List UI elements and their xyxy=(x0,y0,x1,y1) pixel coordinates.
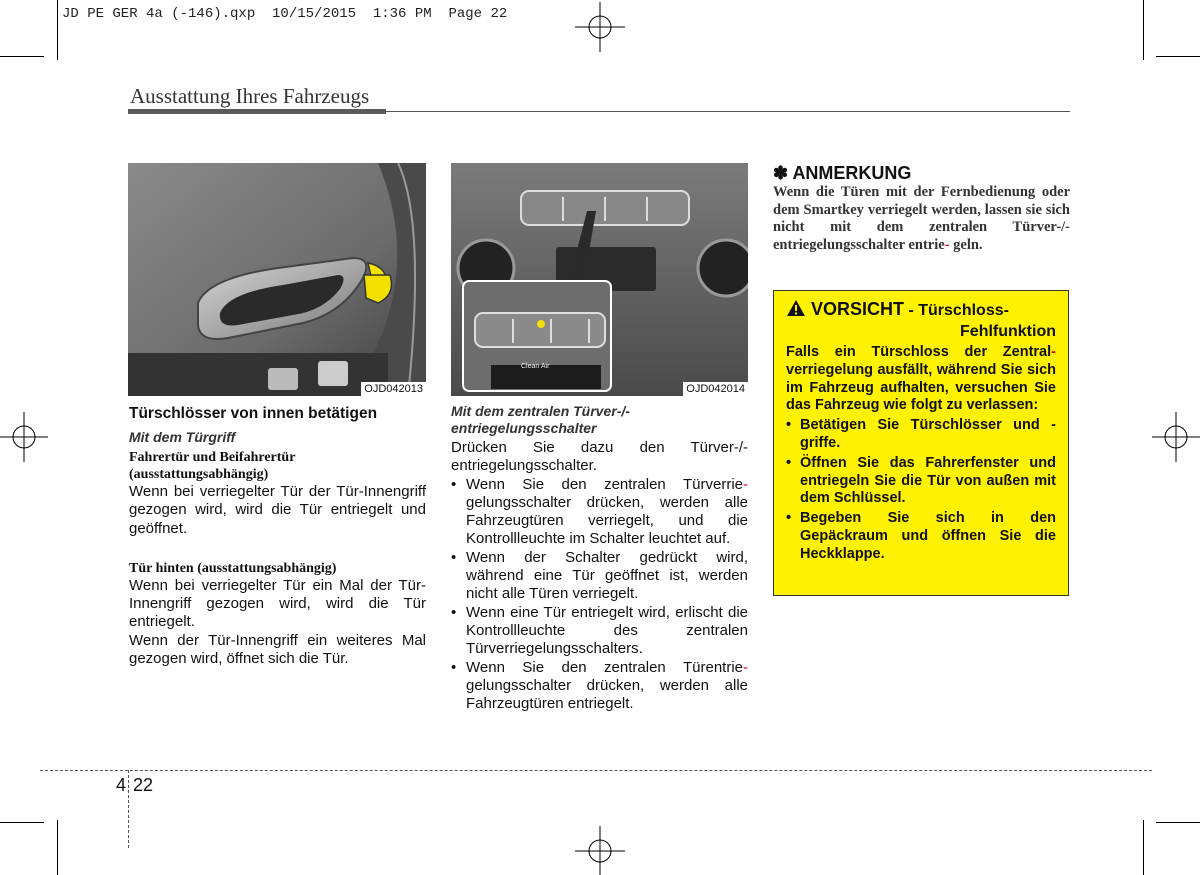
bullet-list xyxy=(451,476,748,714)
chapter-number: 4 xyxy=(116,775,127,795)
section-title: Ausstattung Ihres Fahrzeugs xyxy=(130,84,370,108)
registration-mark-icon xyxy=(1152,412,1200,462)
asterisk-icon: ✽ xyxy=(773,163,789,183)
print-slug: JD PE GER 4a (-146).qxp 10/15/2015 1:36 PM Page 22 xyxy=(62,6,508,22)
note-text: Wenn die Türen mit der Fernbedienung oder dem Smartkey verriegelt werden, lassen sie sich nicht mit dem zentralen Türver-/-entriegelungsschalter entrie- geln. xyxy=(773,184,1070,253)
crop-mark xyxy=(1156,56,1200,57)
crop-mark xyxy=(1156,822,1200,823)
list-item: • Wenn der Schalter gedrückt wird, während eine Tür geöffnet ist, werden nicht alle Türen verriegelt. xyxy=(451,549,748,604)
crop-mark xyxy=(1143,820,1144,875)
footer-rule xyxy=(40,770,1152,771)
intro-text: Drücken Sie dazu den Türver-/-entriegelungsschalter. xyxy=(451,439,748,475)
rear-door-text-2: Wenn der Tür-Innengriff ein weiteres Mal gezogen wird, öffnet sich die Tür. xyxy=(129,631,426,668)
header-rule-thin xyxy=(386,111,1070,112)
registration-mark-icon xyxy=(0,412,48,462)
list-item: • Betätigen Sie Türschlösser und -griffe. xyxy=(786,417,1056,453)
crop-mark xyxy=(0,822,44,823)
warning-triangle-icon xyxy=(786,299,806,317)
crop-mark xyxy=(0,56,44,57)
section-heading: Türschlösser von innen betätigen xyxy=(129,405,378,422)
crop-mark xyxy=(57,820,58,875)
photo-code: OJD042013 xyxy=(361,382,426,396)
list-item: • Wenn Sie den zentralen Türentrie- gelungsschalter drücken, werden alle Fahrzeugtüren entriegelt. xyxy=(451,659,748,714)
warning-list xyxy=(786,417,1056,563)
note-box xyxy=(773,162,1070,254)
list-item: • Wenn Sie den zentralen Türverrie- gelungsschalter drücken, werden alle Fahrzeugtüren verriegelt, und die Kontrollleuchte im Schalter leuchtet auf. xyxy=(451,476,748,549)
door-handle-photo xyxy=(128,163,426,396)
warning-title: VORSICHT - Türschloss- xyxy=(786,299,1056,321)
inset-label: Clean Air xyxy=(521,363,550,370)
list-item: • Öffnen Sie das Fahrerfenster und entriegeln Sie die Tür von außen mit dem Schlüssel. xyxy=(786,455,1056,508)
rear-door-text: Wenn bei verriegelter Tür ein Mal der Tür-Innengriff gezogen wird, wird die Tür entriegelt. xyxy=(129,576,426,631)
subheading: Mit dem Türgriff xyxy=(129,429,236,445)
warning-text: Falls ein Türschloss der Zentral- verriegelung ausfällt, während Sie sich im Fahrzeug aufhalten, versuchen Sie das Fahrzeug wie folgt zu verlassen: xyxy=(786,344,1056,414)
door-handle-illustration xyxy=(128,163,426,396)
header-rule xyxy=(128,109,386,114)
front-door-label: Fahrertür und Beifahrertür xyxy=(129,450,296,465)
list-item: • Wenn eine Tür entriegelt wird, erlischt die Kontrollleuchte des zentralen Türverriegelungsschalters. xyxy=(451,604,748,659)
photo-code: OJD042014 xyxy=(683,382,748,396)
registration-mark-icon xyxy=(575,2,625,52)
middle-column xyxy=(451,403,748,713)
front-door-text: Wenn bei verriegelter Tür der Tür-Innengriff gezogen wird, wird die Tür entriegelt und geöffnet. xyxy=(129,483,426,537)
left-column xyxy=(129,404,426,668)
subheading: Mit dem zentralen Türver-/- xyxy=(451,403,630,419)
note-title: ✽ ANMERKUNG xyxy=(773,163,912,183)
page-number: 22 xyxy=(133,775,154,795)
warning-subtitle: Fehlfunktion xyxy=(960,323,1056,340)
front-door-label-note: (ausstattungsabhängig) xyxy=(129,467,269,482)
crop-mark xyxy=(1143,0,1144,60)
rear-door-label: Tür hinten (ausstattungsabhängig) xyxy=(129,560,337,576)
registration-mark-icon xyxy=(575,826,625,875)
list-item: • Begeben Sie sich in den Gepäckraum und öffnen Sie die Heckklappe. xyxy=(786,510,1056,563)
subheading-cont: entriegelungsschalter xyxy=(451,420,597,436)
warning-box xyxy=(773,290,1069,596)
footer-divider xyxy=(128,770,129,848)
crop-mark xyxy=(57,0,58,60)
central-lock-switch-photo xyxy=(451,163,748,396)
dashboard-illustration xyxy=(451,163,748,396)
